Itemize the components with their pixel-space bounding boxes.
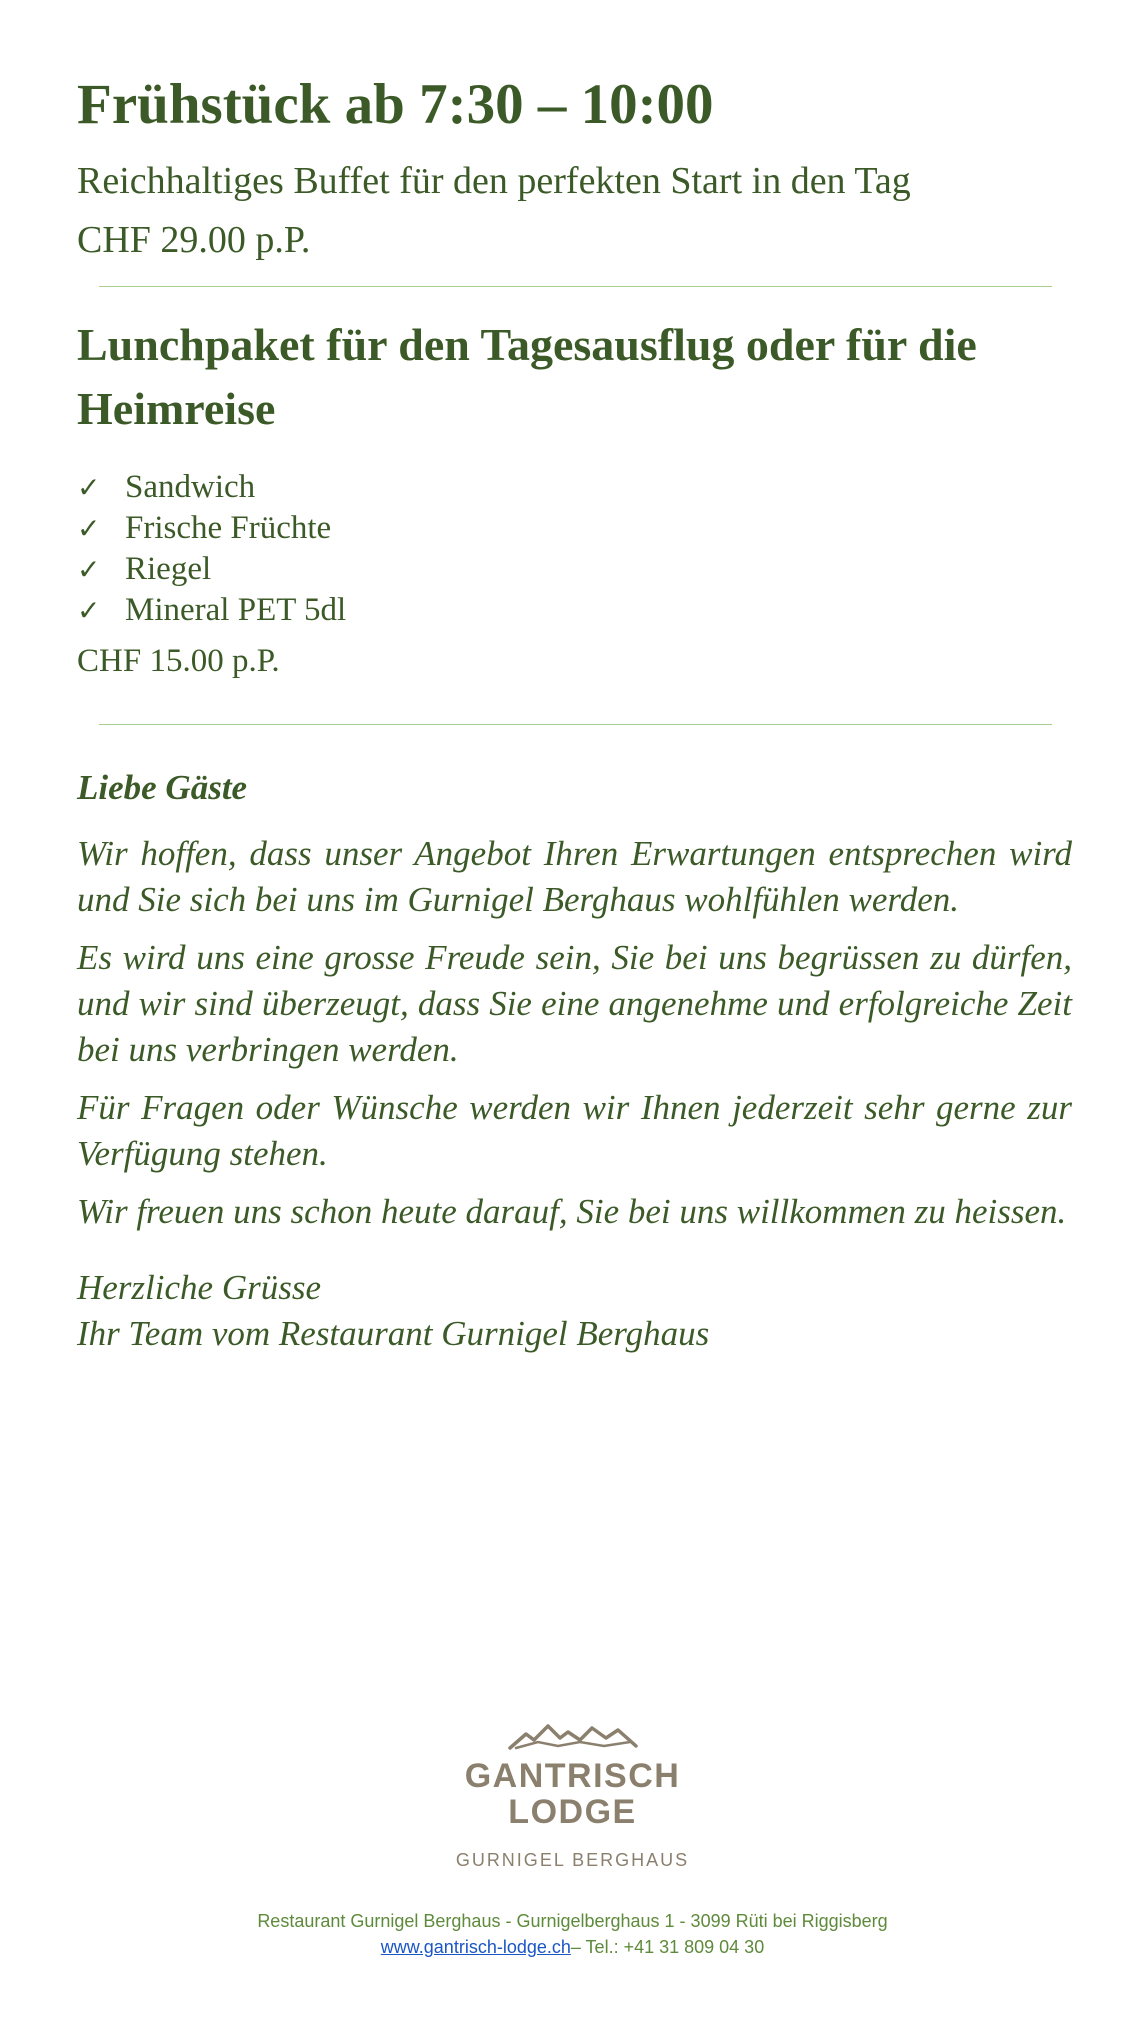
- breakfast-title: Frühstück ab 7:30 – 10:00: [77, 73, 714, 136]
- website-link[interactable]: www.gantrisch-lodge.ch: [380, 1937, 571, 1957]
- footer-contact: [0, 1934, 1145, 1960]
- lunch-items-list: [77, 467, 1072, 631]
- breakfast-section: [77, 72, 1072, 270]
- list-item-label: Frische Früchte: [125, 510, 332, 547]
- divider: [99, 724, 1052, 725]
- logo-tagline: GURNIGEL BERGHAUS: [455, 1850, 690, 1870]
- breakfast-price: CHF 29.00 p.P.: [77, 218, 311, 261]
- list-item-label: Riegel: [125, 551, 212, 588]
- divider: [99, 286, 1052, 287]
- page-footer: [0, 1908, 1145, 1960]
- content-area: [77, 72, 1072, 1357]
- checkmark-icon: ✓: [77, 471, 101, 505]
- list-item: [77, 590, 1072, 631]
- footer-address: Restaurant Gurnigel Berghaus - Gurnigelberghaus 1 - 3099 Rüti bei Riggisberg: [257, 1911, 888, 1931]
- letter-closing: Herzliche Grüsse: [77, 1268, 321, 1308]
- lunch-section: [77, 313, 1072, 681]
- list-item: [77, 467, 1072, 508]
- gantrisch-lodge-logo: [0, 1722, 1145, 1871]
- checkmark-icon: ✓: [77, 512, 101, 546]
- lunch-title: Lunchpaket für den Tagesausflug oder für die Heimreise: [77, 318, 977, 434]
- logo-name-line1: GANTRISCH: [464, 1757, 681, 1795]
- footer-phone: – Tel.: +41 31 809 04 30: [570, 1937, 765, 1957]
- checkmark-icon: ✓: [77, 594, 101, 628]
- lunch-price: CHF 15.00 p.P.: [77, 643, 280, 680]
- mountain-icon: [508, 1722, 638, 1750]
- checkmark-icon: ✓: [77, 553, 101, 587]
- list-item-label: Sandwich: [125, 469, 256, 506]
- guest-letter: [77, 765, 1072, 1357]
- logo-name-line2: LODGE: [508, 1793, 637, 1831]
- breakfast-description: Reichhaltiges Buffet für den perfekten Start in den Tag: [77, 159, 911, 202]
- list-item: [77, 549, 1072, 590]
- letter-paragraph: Für Fragen oder Wünsche werden wir Ihnen jederzeit sehr gerne zur Verfügung stehen.: [77, 1088, 1072, 1174]
- letter-greeting: Liebe Gäste: [77, 768, 248, 808]
- list-item: [77, 508, 1072, 549]
- letter-signature: Ihr Team vom Restaurant Gurnigel Berghaus: [77, 1314, 710, 1354]
- letter-paragraph: Wir hoffen, dass unser Angebot Ihren Erwartungen entsprechen wird und Sie sich bei uns im Gurnigel Berghaus wohlfühlen werden.: [77, 834, 1072, 920]
- letter-paragraph: Es wird uns eine grosse Freude sein, Sie bei uns begrüssen zu dürfen, und wir sind überzeugt, dass Sie eine angenehme und erfolgreiche Zeit bei uns verbringen werden.: [77, 938, 1072, 1070]
- list-item-label: Mineral PET 5dl: [125, 592, 347, 629]
- letter-paragraph: Wir freuen uns schon heute darauf, Sie bei uns willkommen zu heissen.: [77, 1192, 1067, 1232]
